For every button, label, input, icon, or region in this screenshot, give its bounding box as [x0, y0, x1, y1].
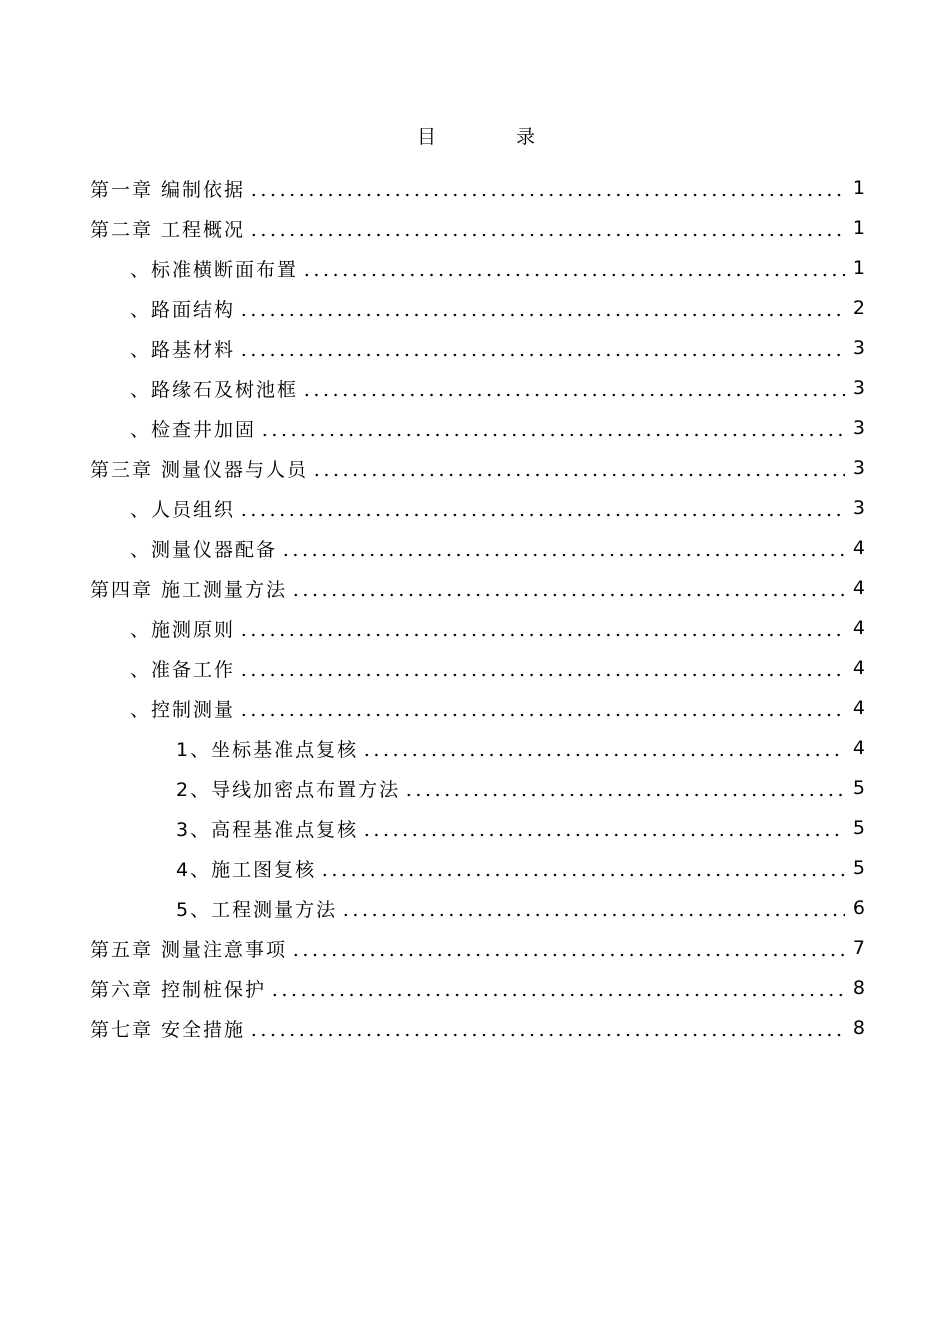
toc-entry[interactable] [90, 728, 865, 768]
toc-dot-leader [239, 673, 845, 677]
toc-dot-leader [302, 393, 845, 397]
toc-entry[interactable] [90, 848, 865, 888]
toc-dot-leader [404, 793, 845, 797]
toc-entry[interactable] [90, 528, 865, 568]
toc-entry[interactable] [90, 288, 865, 328]
toc-entry[interactable] [90, 608, 865, 648]
toc-page-number: 4 [852, 737, 865, 759]
toc-entry-label: 、标准横断面布置 [130, 258, 299, 281]
toc-entry-label: 、准备工作 [130, 658, 236, 681]
toc-dot-leader [302, 273, 845, 277]
toc-entry[interactable] [90, 568, 865, 608]
toc-entry-label: 、路缘石及树池框 [130, 378, 299, 401]
toc-page-number: 1 [852, 257, 865, 279]
toc-page-number: 1 [852, 177, 865, 199]
toc-dot-leader [312, 473, 845, 477]
toc-entry[interactable] [90, 688, 865, 728]
toc-dot-leader [249, 1033, 845, 1037]
toc-entry-label: 、控制测量 [130, 698, 236, 721]
toc-dot-leader [320, 873, 845, 877]
toc-entry-label: 3、高程基准点复核 [176, 818, 359, 841]
toc-page-number: 6 [852, 897, 865, 919]
toc-page-number: 8 [852, 977, 865, 999]
toc-page-number: 5 [852, 817, 865, 839]
toc-page-number: 4 [852, 617, 865, 639]
toc-dot-leader [260, 433, 845, 437]
toc-entry-label: 5、工程测量方法 [176, 898, 338, 921]
toc-page-number: 8 [852, 1017, 865, 1039]
toc-entry-label: 4、施工图复核 [176, 858, 317, 881]
toc-dot-leader [239, 313, 845, 317]
toc-entry[interactable] [90, 408, 865, 448]
toc-page-number: 4 [852, 537, 865, 559]
toc-page-number: 5 [852, 857, 865, 879]
toc-entry[interactable] [90, 648, 865, 688]
toc-page-number: 2 [852, 297, 865, 319]
toc-entry[interactable] [90, 248, 865, 288]
toc-page-number: 4 [852, 657, 865, 679]
toc-page-number: 7 [852, 937, 865, 959]
toc-entry-label: 第七章 安全措施 [90, 1018, 246, 1041]
toc-page-number: 4 [852, 697, 865, 719]
toc-page-number: 3 [852, 457, 865, 479]
toc-entry-label: 、施测原则 [130, 618, 236, 641]
toc-dot-leader [239, 713, 845, 717]
toc-entry-label: 2、导线加密点布置方法 [176, 778, 401, 801]
toc-dot-leader [341, 913, 845, 917]
toc-page-number: 3 [852, 497, 865, 519]
toc-entry-label: 、人员组织 [130, 498, 236, 521]
toc-entry-label: 第一章 编制依据 [90, 178, 246, 201]
toc-page-number: 1 [852, 217, 865, 239]
toc-dot-leader [291, 953, 845, 957]
toc-dot-leader [239, 513, 845, 517]
toc-entry[interactable] [90, 208, 865, 248]
toc-dot-leader [239, 633, 845, 637]
toc-dot-leader [249, 233, 845, 237]
toc-entry[interactable] [90, 168, 865, 208]
toc-dot-leader [239, 353, 845, 357]
toc-entry-label: 、路面结构 [130, 298, 236, 321]
toc-page-number: 3 [852, 337, 865, 359]
toc-entry-label: 第三章 测量仪器与人员 [90, 458, 309, 481]
toc-entry-label: 、检查井加固 [130, 418, 257, 441]
toc-dot-leader [249, 193, 845, 197]
toc-entry-label: 、路基材料 [130, 338, 236, 361]
toc-entry[interactable] [90, 968, 865, 1008]
toc-page-number: 3 [852, 417, 865, 439]
toc-title-part-1: 目 [417, 126, 438, 148]
toc-page-number: 4 [852, 577, 865, 599]
toc-entry-label: 、测量仪器配备 [130, 538, 278, 561]
toc-entry[interactable] [90, 888, 865, 928]
toc-entry[interactable] [90, 928, 865, 968]
toc-dot-leader [362, 833, 845, 837]
toc-entry[interactable] [90, 488, 865, 528]
toc-entry-label: 第五章 测量注意事项 [90, 938, 288, 961]
toc-list [90, 168, 865, 1048]
toc-entry[interactable] [90, 328, 865, 368]
toc-entry[interactable] [90, 448, 865, 488]
toc-entry-label: 第二章 工程概况 [90, 218, 246, 241]
toc-entry-label: 第四章 施工测量方法 [90, 578, 288, 601]
toc-title-part-2: 录 [516, 126, 537, 148]
toc-dot-leader [362, 753, 845, 757]
toc-entry[interactable] [90, 1008, 865, 1048]
toc-dot-leader [270, 993, 845, 997]
toc-entry-label: 第六章 控制桩保护 [90, 978, 267, 1001]
toc-dot-leader [281, 553, 845, 557]
toc-entry[interactable] [90, 368, 865, 408]
toc-title [0, 122, 950, 152]
toc-entry[interactable] [90, 768, 865, 808]
toc-entry[interactable] [90, 808, 865, 848]
toc-page-number: 3 [852, 377, 865, 399]
toc-page-number: 5 [852, 777, 865, 799]
toc-entry-label: 1、坐标基准点复核 [176, 738, 359, 761]
toc-dot-leader [291, 593, 845, 597]
